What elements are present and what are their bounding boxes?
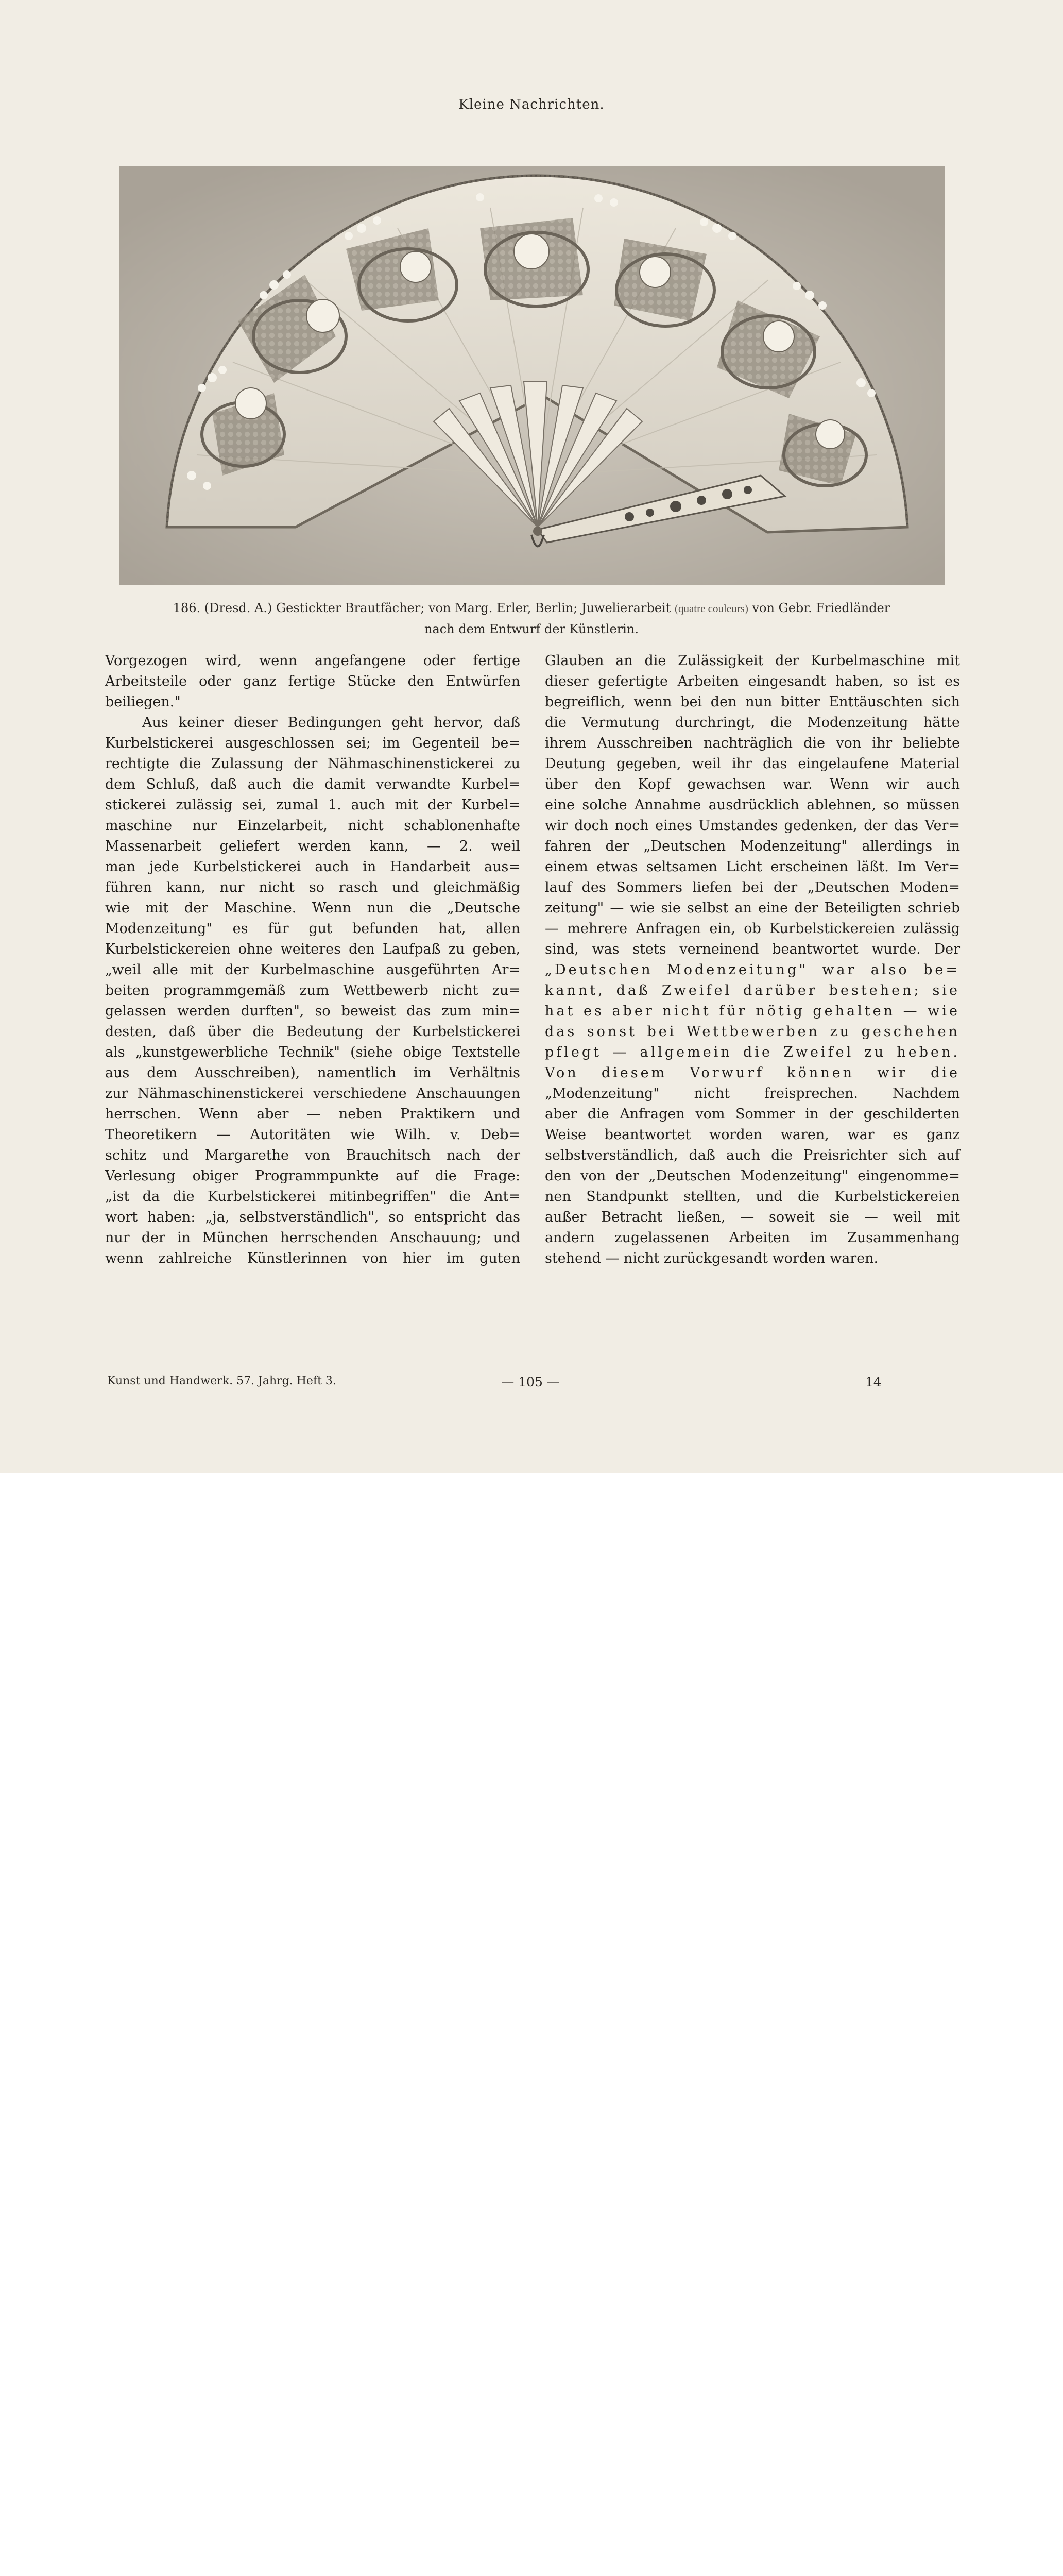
caption-line-1 [102,598,961,619]
text-line: Aus keiner dieser Bedingungen geht hervor, daß [142,715,520,731]
text-line: stickerei zulässig sei, zumal 1. auch mit der Kurbel= [105,797,520,813]
text-line-spaced: hat es aber nicht für nötig gehalten — wie [545,1003,960,1019]
text-line: eine solche Annahme ausdrücklich ablehnen, so müssen [545,797,960,813]
text-line: stehend — nicht zurückgesandt worden waren. [545,1250,879,1266]
text-line: Massenarbeit geliefert werden kann, — 2. weil [105,838,520,854]
text-line: den von der „Deutschen Modenzeitung" eingenomme= [545,1168,960,1184]
digitization-banner [0,1473,1063,1564]
text-line: außer Betracht ließen, — soweit sie — weil mit [545,1209,960,1225]
caption-technique: (quatre couleurs) [674,602,748,615]
text-line: Deutung gegeben, weil ihr das eingelaufene Material [545,756,960,772]
text-line-spaced: Von diesem Vorwurf können wir die [545,1065,960,1081]
text-line: nur der in München herrschenden Anschauung; und [105,1230,520,1246]
page-number: — 105 — [501,1375,560,1389]
figure-caption [102,598,961,639]
text-line: rechtigte die Zulassung der Nähmaschinenstickerei zu [105,756,520,772]
text-line: schitz und Margarethe von Brauchitsch nach der [105,1147,520,1163]
text-line: desten, daß über die Bedeutung der Kurbelstickerei [105,1024,520,1040]
embroidered-fan-image [119,166,945,585]
text-line: lauf des Sommers liefen bei der „Deutschen Moden= [545,879,960,895]
text-line: — mehrere Anfragen ein, ob Kurbelstickereien zulässig [545,921,960,937]
signature-mark: 14 [865,1375,882,1389]
text-line: einem etwas seltsamen Licht erscheinen läßt. Im Ver= [545,859,960,875]
text-line: Weise beantwortet worden waren, war es ganz [545,1127,960,1143]
caption-line-2: nach dem Entwurf der Künstlerin. [424,622,639,636]
text-line: Glauben an die Zulässigkeit der Kurbelmaschine mit [545,653,960,669]
text-line: gelassen werden durften", so beweist das zum min= [105,1003,520,1019]
text-line: aber die Anfragen vom Sommer in der geschilderten [545,1106,960,1122]
caption-line-1a: 186. (Dresd. A.) Gestickter Brautfächer; von Marg. Erler, Berlin; Juwelierarbeit [173,601,675,615]
text-line: Verlesung obiger Programmpunkte auf die Frage: [105,1168,520,1184]
text-line-spaced: „Deutschen Modenzeitung" war also be= [545,962,960,978]
text-line: zur Nähmaschinenstickerei verschiedene Anschauungen [105,1086,520,1101]
text-line: wir doch noch eines Umstandes gedenken, der das Ver= [545,818,960,834]
text-line: Arbeitsteile oder ganz fertige Stücke den Entwürfen [105,673,520,689]
right-column [545,651,960,1269]
text-line: „ist da die Kurbelstickerei mitinbegriffen" die Ant= [105,1189,520,1205]
text-line: fahren der „Deutschen Modenzeitung" allerdings in [545,838,960,854]
caption-line-1b: von Gebr. Friedländer [748,601,890,615]
text-line: Kurbelstickerei ausgeschlossen sei; im Gegenteil be= [105,735,520,751]
text-line: maschine nur Einzelarbeit, nicht schablonenhafte [105,818,520,834]
text-line: „Modenzeitung" nicht freisprechen. Nachdem [545,1086,960,1101]
text-line: wort haben: „ja, selbstverständlich", so entspricht das [105,1209,520,1225]
text-line: dieser gefertigte Arbeiten eingesandt haben, so ist es [545,673,960,689]
text-line: Kurbelstickereien ohne weiteres den Laufpaß zu geben, [105,941,520,957]
text-line: beiliegen." [105,694,181,710]
text-line: zeitung" — wie sie selbst an eine der Beteiligten schrieb [545,900,960,916]
text-line: Modenzeitung" es für gut befunden hat, allen [105,921,520,937]
text-line: man jede Kurbelstickerei auch in Handarbeit aus= [105,859,520,875]
text-line: „weil alle mit der Kurbelmaschine ausgeführten Ar= [105,962,520,978]
text-line: nen Standpunkt stellten, und die Kurbelstickereien [545,1189,960,1205]
text-line: andern zugelassenen Arbeiten im Zusammenhang [545,1230,960,1246]
fan-illustration [119,166,945,585]
text-line: Theoretikern — Autoritäten wie Wilh. v. Deb= [105,1127,520,1143]
text-line: wenn zahlreiche Künstlerinnen von hier im guten [105,1250,520,1266]
footer-journal: Kunst und Handwerk. 57. Jahrg. Heft 3. [107,1375,336,1387]
text-line: ihrem Ausschreiben nachträglich die von ihr beliebte [545,735,960,751]
text-line: führen kann, nur nicht so rasch und gleichmäßig [105,879,520,895]
text-line: wie mit der Maschine. Wenn nun die „Deutsche [105,900,520,916]
running-head: Kleine Nachrichten. [458,97,605,112]
text-line-spaced: kannt, daß Zweifel darüber bestehen; sie [545,982,960,998]
text-line: selbstverständlich, daß auch die Preisrichter sich auf [545,1147,960,1163]
text-line-spaced: pflegt — allgemein die Zweifel zu heben. [545,1044,960,1060]
text-line: beiten programmgemäß zum Wettbewerb nicht zu= [105,982,520,998]
text-line: Vorgezogen wird, wenn angefangene oder fertige [105,653,520,669]
text-line: als „kunstgewerbliche Technik" (siehe obige Textstelle [105,1044,520,1060]
text-line: aus dem Ausschreiben), namentlich im Verhältnis [105,1065,520,1081]
text-line: herrschen. Wenn aber — neben Praktikern und [105,1106,520,1122]
left-column [105,651,520,1269]
text-line-spaced: das sonst bei Wettbewerben zu geschehen [545,1024,960,1040]
text-line: dem Schluß, daß auch die damit verwandte Kurbel= [105,776,520,792]
text-line: begreiflich, wenn bei den nun bitter Enttäuschten sich [545,694,960,710]
text-line: die Vermutung durchringt, die Modenzeitung hätte [545,715,960,731]
text-line: über den Kopf gewachsen war. Wenn wir auch [545,776,960,792]
text-line: sind, was stets verneinend beantwortet wurde. Der [545,941,960,957]
